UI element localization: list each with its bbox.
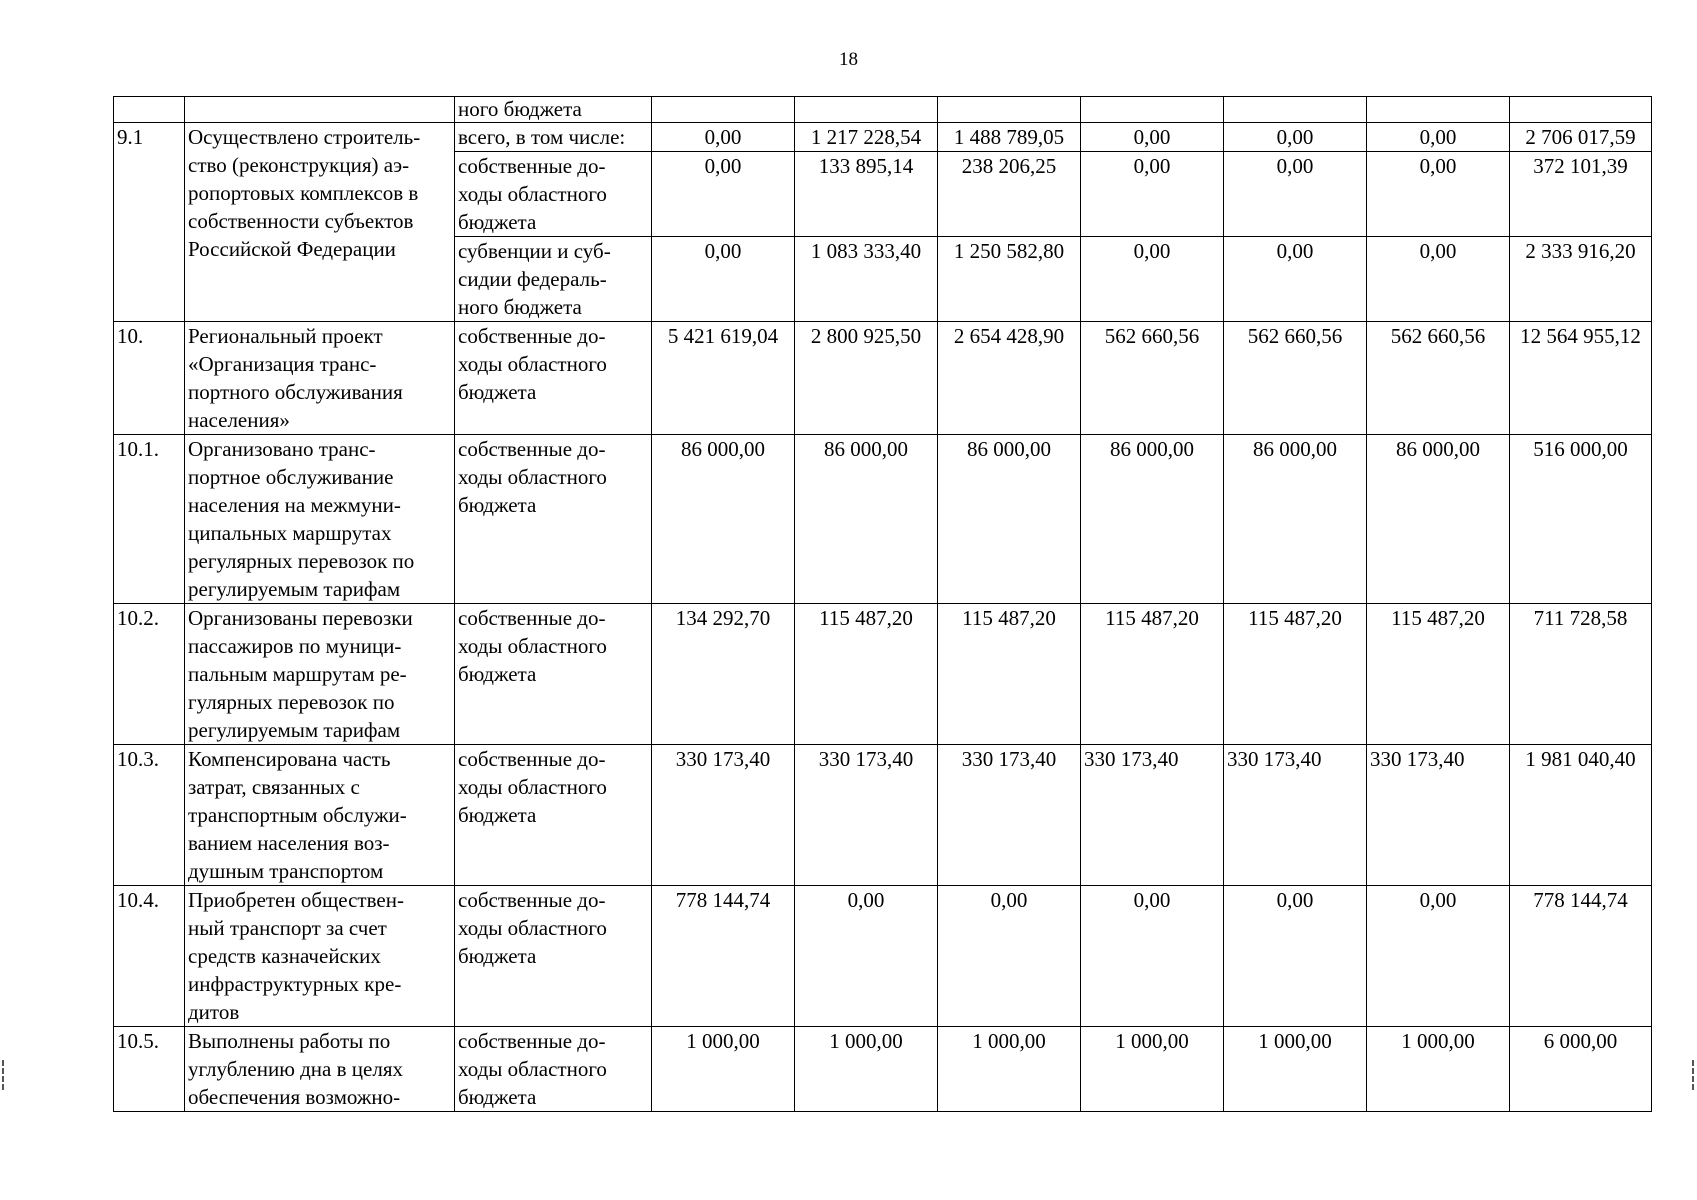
value-cell: 330 173,40 xyxy=(938,745,1081,886)
value-cell: 330 173,40 xyxy=(652,745,795,886)
value-cell xyxy=(1510,97,1652,123)
value-cell: 115 487,20 xyxy=(1367,604,1510,745)
value-cell: 330 173,40 xyxy=(1224,745,1367,886)
table-row xyxy=(114,322,1652,435)
value-cell: 516 000,00 xyxy=(1510,435,1652,604)
row-index: 10.2. xyxy=(114,604,185,745)
page-number: 18 xyxy=(839,49,858,70)
value-cell xyxy=(795,97,938,123)
row-index: 10.1. xyxy=(114,435,185,604)
funding-source: собственные до- ходы областного бюджета xyxy=(455,435,652,604)
value-cell: 0,00 xyxy=(652,237,795,322)
funding-source: собственные до- ходы областного бюджета xyxy=(455,604,652,745)
row-index: 9.1 xyxy=(114,123,185,322)
row-name: Организовано транс- портное обслуживание населения на межмуни- ципальных маршрутах регулярных перевозок по регулируемым тарифам xyxy=(185,435,455,604)
value-cell: 330 173,40 xyxy=(1367,745,1510,886)
value-cell: 238 206,25 xyxy=(938,152,1081,237)
table-row xyxy=(114,886,1652,1027)
value-cell: 1 000,00 xyxy=(1081,1027,1224,1112)
value-cell: 330 173,40 xyxy=(1081,745,1224,886)
value-cell: 86 000,00 xyxy=(1224,435,1367,604)
row-index: 10. xyxy=(114,322,185,435)
value-cell: 1 000,00 xyxy=(1367,1027,1510,1112)
value-cell: 0,00 xyxy=(1081,152,1224,237)
value-cell: 0,00 xyxy=(1224,123,1367,152)
row-index: 10.4. xyxy=(114,886,185,1027)
funding-source: собственные до- ходы областного бюджета xyxy=(455,152,652,237)
value-cell: 2 654 428,90 xyxy=(938,322,1081,435)
value-cell: 0,00 xyxy=(1367,886,1510,1027)
value-cell: 0,00 xyxy=(938,886,1081,1027)
value-cell: 86 000,00 xyxy=(938,435,1081,604)
value-cell: 6 000,00 xyxy=(1510,1027,1652,1112)
value-cell: 2 333 916,20 xyxy=(1510,237,1652,322)
value-cell: 86 000,00 xyxy=(795,435,938,604)
row-name: Компенсирована часть затрат, связанных с транспортным обслужи- ванием населения воз- душным транспортом xyxy=(185,745,455,886)
value-cell xyxy=(938,97,1081,123)
value-cell: 0,00 xyxy=(795,886,938,1027)
value-cell: 1 000,00 xyxy=(795,1027,938,1112)
value-cell: 0,00 xyxy=(1224,152,1367,237)
value-cell: 1 217 228,54 xyxy=(795,123,938,152)
value-cell: 2 706 017,59 xyxy=(1510,123,1652,152)
value-cell: 1 000,00 xyxy=(652,1027,795,1112)
row-name: Организованы перевозки пассажиров по муници- пальным маршрутам ре- гулярных перевозок по регулируемым тарифам xyxy=(185,604,455,745)
value-cell xyxy=(652,97,795,123)
table-row xyxy=(114,604,1652,745)
row-index: 10.5. xyxy=(114,1027,185,1112)
value-cell: 1 250 582,80 xyxy=(938,237,1081,322)
table-row xyxy=(114,435,1652,604)
value-cell: 0,00 xyxy=(1367,152,1510,237)
value-cell: 330 173,40 xyxy=(795,745,938,886)
value-cell: 372 101,39 xyxy=(1510,152,1652,237)
value-cell: 1 981 040,40 xyxy=(1510,745,1652,886)
value-cell: 115 487,20 xyxy=(938,604,1081,745)
value-cell: 12 564 955,12 xyxy=(1510,322,1652,435)
row-name: Выполнены работы по углублению дна в целях обеспечения возможно- xyxy=(185,1027,455,1112)
value-cell: 0,00 xyxy=(1081,237,1224,322)
table-row xyxy=(114,745,1652,886)
value-cell: 5 421 619,04 xyxy=(652,322,795,435)
value-cell: 0,00 xyxy=(1224,237,1367,322)
value-cell: 562 660,56 xyxy=(1224,322,1367,435)
funding-source: всего, в том числе: xyxy=(455,123,652,152)
row-name: Осуществлено строитель- ство (реконструкция) аэ- ропортовых комплексов в собственности субъектов Российской Федерации xyxy=(185,123,455,322)
value-cell: 562 660,56 xyxy=(1367,322,1510,435)
row-index xyxy=(114,97,185,123)
funding-source: собственные до- ходы областного бюджета xyxy=(455,886,652,1027)
value-cell: 2 800 925,50 xyxy=(795,322,938,435)
funding-source: субвенции и суб- сидии федераль- ного бюджета xyxy=(455,237,652,322)
value-cell: 0,00 xyxy=(1081,123,1224,152)
funding-source: ного бюджета xyxy=(455,97,652,123)
value-cell: 1 488 789,05 xyxy=(938,123,1081,152)
row-index: 10.3. xyxy=(114,745,185,886)
value-cell: 0,00 xyxy=(652,123,795,152)
table-row xyxy=(114,1027,1652,1112)
value-cell: 86 000,00 xyxy=(652,435,795,604)
value-cell: 86 000,00 xyxy=(1367,435,1510,604)
budget-table xyxy=(113,96,1652,1112)
value-cell xyxy=(1367,97,1510,123)
value-cell: 0,00 xyxy=(1081,886,1224,1027)
value-cell: 711 728,58 xyxy=(1510,604,1652,745)
value-cell: 0,00 xyxy=(1224,886,1367,1027)
value-cell: 562 660,56 xyxy=(1081,322,1224,435)
funding-source: собственные до- ходы областного бюджета xyxy=(455,1027,652,1112)
row-name xyxy=(185,97,455,123)
value-cell: 134 292,70 xyxy=(652,604,795,745)
value-cell: 1 000,00 xyxy=(1224,1027,1367,1112)
scan-edge-mark-right xyxy=(1692,1060,1696,1090)
funding-source: собственные до- ходы областного бюджета xyxy=(455,322,652,435)
value-cell: 1 000,00 xyxy=(938,1027,1081,1112)
value-cell: 115 487,20 xyxy=(795,604,938,745)
value-cell: 133 895,14 xyxy=(795,152,938,237)
value-cell: 0,00 xyxy=(1367,123,1510,152)
value-cell: 115 487,20 xyxy=(1224,604,1367,745)
row-name: Региональный проект «Организация транс- портного обслуживания населения» xyxy=(185,322,455,435)
table-row xyxy=(114,97,1652,123)
value-cell xyxy=(1224,97,1367,123)
value-cell: 0,00 xyxy=(652,152,795,237)
value-cell: 1 083 333,40 xyxy=(795,237,938,322)
row-name: Приобретен обществен- ный транспорт за счет средств казначейских инфраструктурных кре- дитов xyxy=(185,886,455,1027)
table-row xyxy=(114,123,1652,152)
funding-source: собственные до- ходы областного бюджета xyxy=(455,745,652,886)
value-cell: 0,00 xyxy=(1367,237,1510,322)
value-cell xyxy=(1081,97,1224,123)
value-cell: 778 144,74 xyxy=(652,886,795,1027)
value-cell: 778 144,74 xyxy=(1510,886,1652,1027)
value-cell: 115 487,20 xyxy=(1081,604,1224,745)
scan-edge-mark-left xyxy=(2,1060,6,1090)
value-cell: 86 000,00 xyxy=(1081,435,1224,604)
